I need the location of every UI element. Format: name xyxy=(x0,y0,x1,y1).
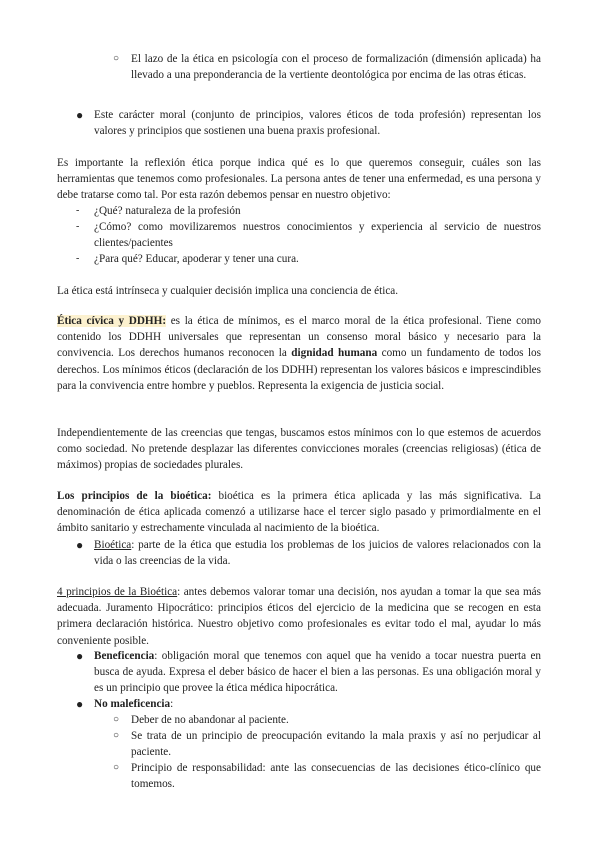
list-item: El lazo de la ética en psicología con el proceso de formalización (dimensión aplicada) ha llevado a una preponderancia de la vertiente deontológica por encima de las otras éticas. xyxy=(131,53,541,82)
circle-bullet-icon: ○ xyxy=(113,762,120,773)
bold-term: No maleficencia xyxy=(94,698,171,710)
bold-term: dignidad humana xyxy=(291,347,378,360)
paragraph: Los principios de la bioética: bioética es la primera ética aplicada y las más significativa. La denominación de ética aplicada comenzó a utilizarse hace el tercer siglo pasado y primordialmente en el ámbito sanitario y estrechamente vinculada al nacimiento de la bioética. xyxy=(57,490,541,535)
list-item: No maleficencia: xyxy=(94,698,174,710)
list-item: Se trata de un principio de preocupación evitando la mala praxis y así no perjudicar al paciente. xyxy=(131,730,541,759)
list-item: ¿Para qué? Educar, apoderar y tener una cura. xyxy=(94,253,299,265)
section-heading: 4 principios de la Bioética xyxy=(57,586,178,598)
list-item: Beneficencia: obligación moral que tenemos con aquel que ha venido a tocar nuestra puerta en busca de ayuda. Expresa el deber básico de hacer el bien a las personas. Es una obligación moral y es un principio que provee la ética médica hipocrática. xyxy=(94,650,541,695)
dash-bullet-icon: - xyxy=(76,253,80,264)
paragraph: Es importante la reflexión ética porque indica qué es lo que queremos conseguir, cuáles son las herramientas que tenemos como profesionales. La persona antes de tener una enfermedad, es una persona y debe tratarse como tal. Por esta razón debemos pensar en nuestro objetivo: xyxy=(57,157,541,202)
list-item: Principio de responsabilidad: ante las consecuencias de las decisiones ético-clínico que tomemos. xyxy=(131,762,541,791)
underlined-term: Bioética xyxy=(94,539,132,551)
list-item: Deber de no abandonar al paciente. xyxy=(131,714,289,726)
section-heading: Los principios de la bioética: xyxy=(57,490,212,502)
bold-term: Beneficencia xyxy=(94,650,155,662)
bullet-icon: ● xyxy=(76,538,84,552)
bullet-icon: ● xyxy=(76,697,84,711)
dash-bullet-icon: - xyxy=(76,221,80,232)
list-item: Este carácter moral (conjunto de principios, valores éticos de toda profesión) representan los valores y principios que sostienen una buena praxis profesional. xyxy=(94,109,541,138)
dash-bullet-icon: - xyxy=(76,205,80,216)
bullet-icon: ● xyxy=(76,649,84,663)
paragraph: Ética cívica y DDHH: es la ética de mínimos, es el marco moral de la ética profesional. Tiene como contenido los DDHH universales que representan un consenso moral básico y necesario para la convivencia. Los derechos humanos reconocen la dignidad humana como un fundamento de todos los derechos. Los mínimos éticos (declaración de los DDHH) representan los valores básicos e imprescindibles para la convivencia entre hombre y pueblos. Representa la exigencia de justicia social. xyxy=(57,315,542,392)
paragraph: Independientemente de las creencias que tengas, buscamos estos mínimos con lo que estemos de acuerdos como sociedad. No pretende desplazar las diferentes convicciones morales (creencias religiosas) (ética de máximos) propias de sociedades plurales. xyxy=(57,427,541,472)
circle-bullet-icon: ○ xyxy=(113,53,120,64)
bullet-icon: ● xyxy=(76,108,84,122)
paragraph: 4 principios de la Bioética: antes debemos valorar tomar una decisión, nos ayudan a tomar la que sea más adecuada. Juramento Hipocrático: principios éticos del ejercicio de la medicina que se recogen en esta primera declaración histórica. Nuestro objetivo como profesionales es evitar todo el mal, ayudar lo más conveniente posible. xyxy=(57,586,541,647)
list-item: ¿Cómo? como movilizaremos nuestros conocimientos y experiencia al servicio de nuestros clientes/pacientes xyxy=(94,221,541,250)
circle-bullet-icon: ○ xyxy=(113,730,120,741)
list-item: ¿Qué? naturaleza de la profesión xyxy=(94,205,241,217)
paragraph: La ética está intrínseca y cualquier decisión implica una conciencia de ética. xyxy=(57,285,399,297)
list-item: Bioética: parte de la ética que estudia los problemas de los juicios de valores relacionados con la vida o las creencias de la vida. xyxy=(94,539,541,568)
section-heading: Ética cívica y DDHH: xyxy=(57,315,167,327)
circle-bullet-icon: ○ xyxy=(113,714,120,725)
